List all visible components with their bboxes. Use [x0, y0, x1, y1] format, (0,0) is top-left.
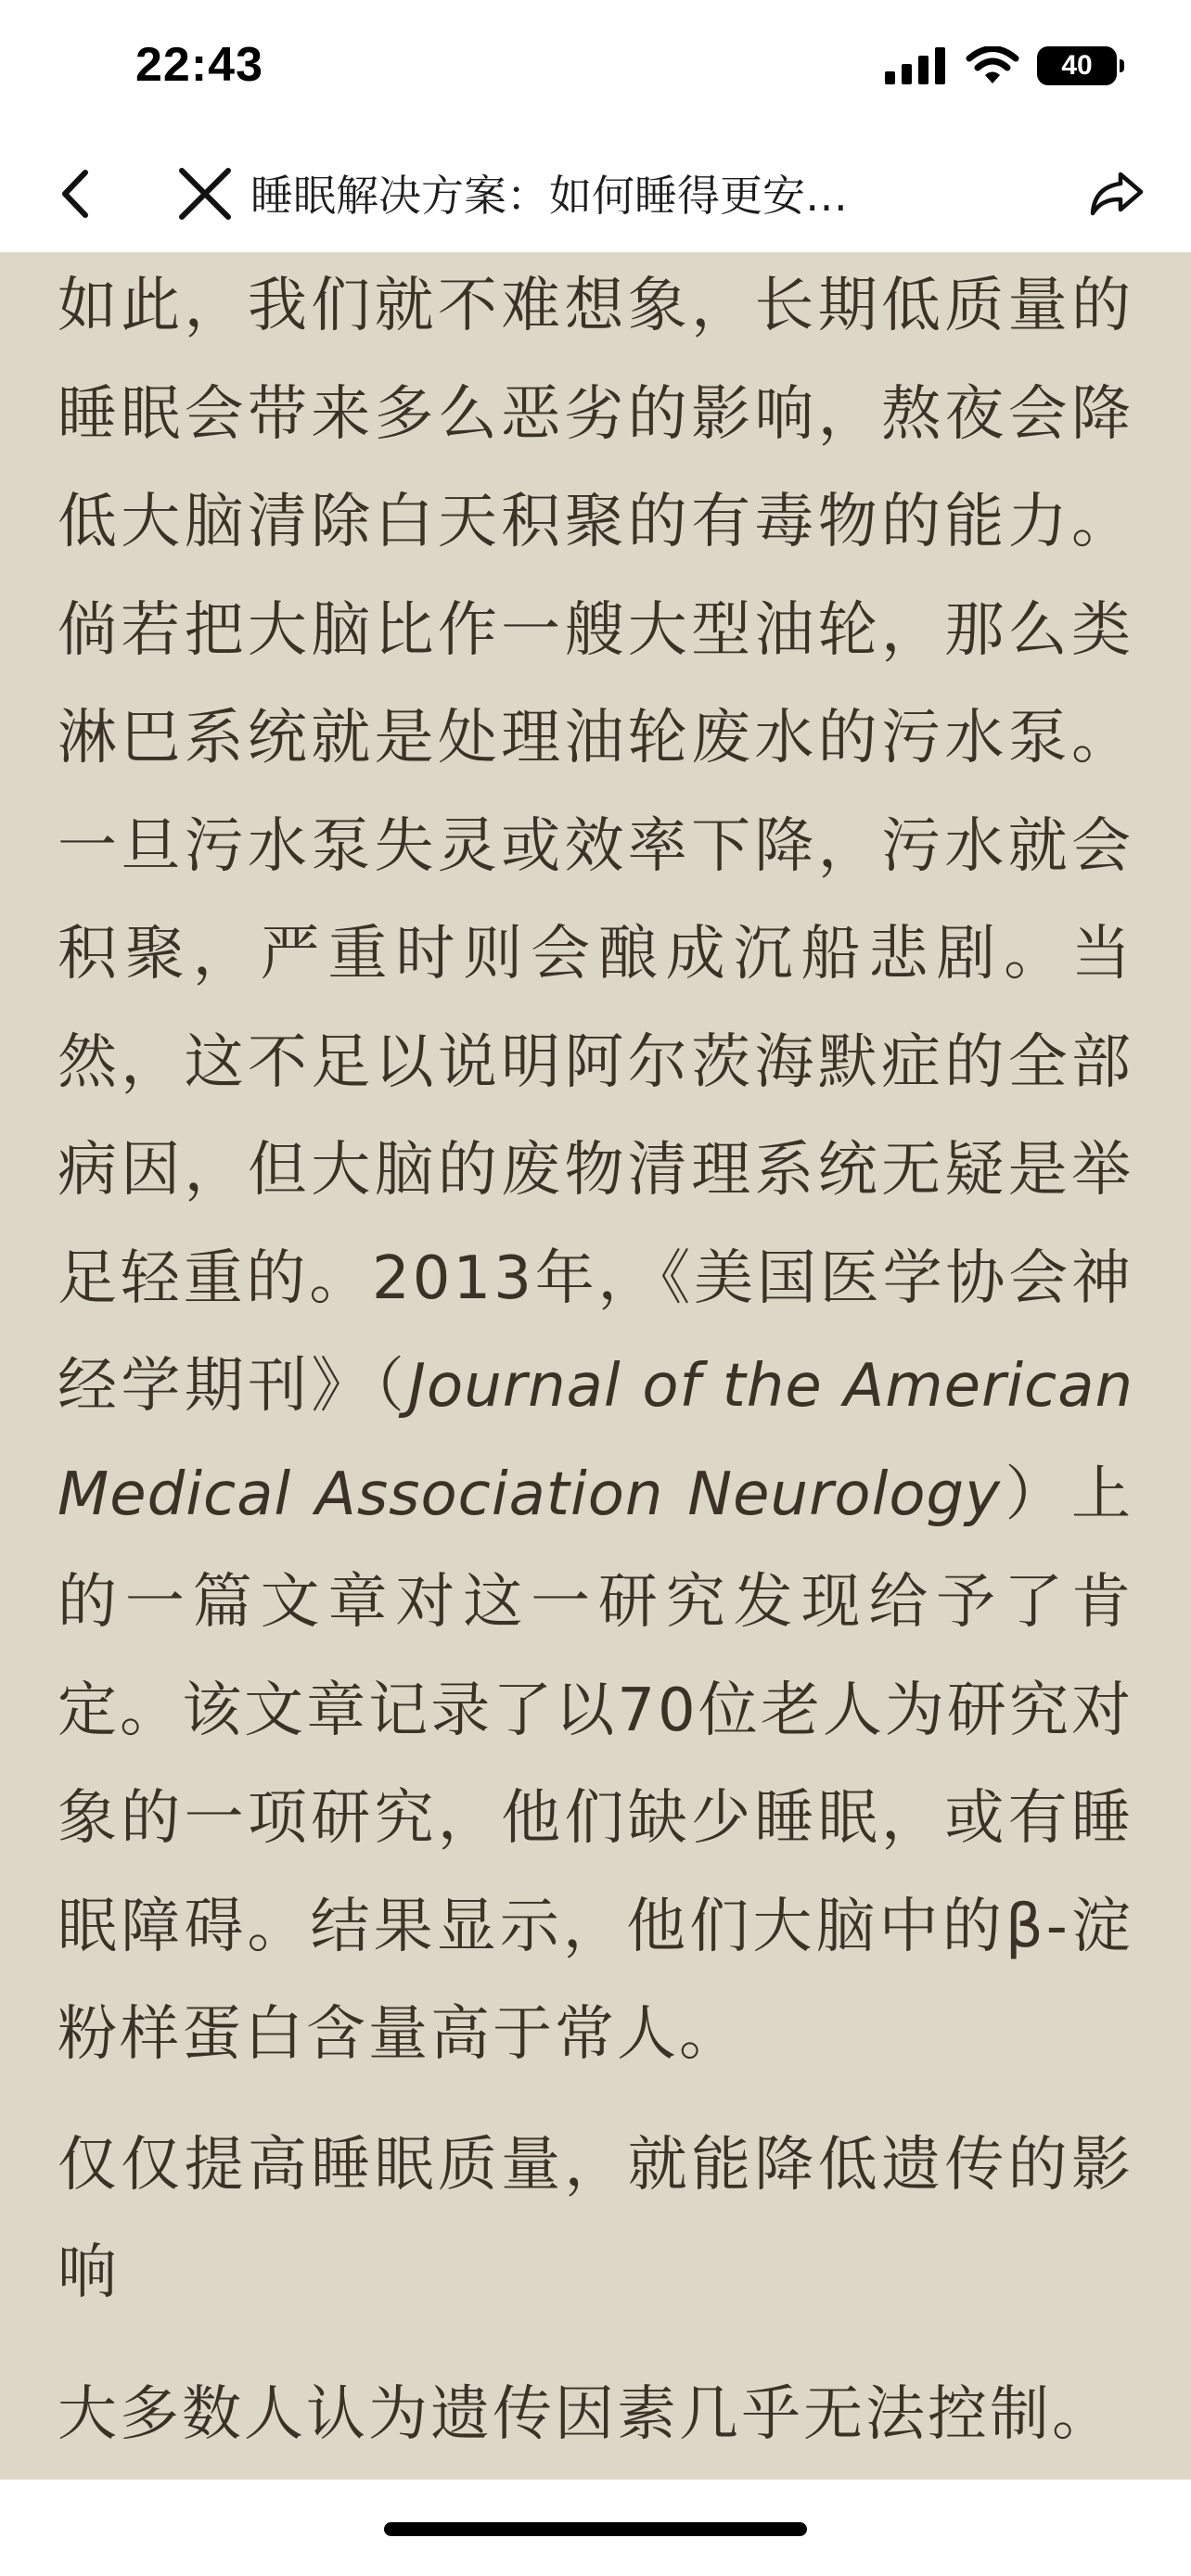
close-icon[interactable]: [173, 161, 237, 226]
article-content: [58, 252, 1133, 2468]
status-icons: [885, 46, 1117, 85]
battery-level: 40: [1061, 50, 1093, 81]
nav-title: 睡眠解决方案：如何睡得更安…: [250, 171, 848, 221]
status-time: 22:43: [135, 38, 263, 92]
cellular-signal-icon: [885, 47, 948, 84]
journal-name: Journal of the American Medical Association Neurology: [58, 1352, 1134, 1529]
section-heading: 仅仅提高睡眠质量，就能降低遗传的影响: [58, 2130, 1133, 2307]
status-bar: [0, 0, 1191, 139]
paragraph-lead-text: 如此，我们就不难想象，长期低质量的睡眠会带来多么恶劣的影响，熬夜会降低大脑清除白天积聚的有毒物的能力。倘若把大脑比作一艘大型油轮，那么类淋巴系统就是处理油轮废水的污水泵。一旦污水泵失灵或效率下降，污水就会积聚，严重时则会酿成沉船悲剧。当然，这不足以说明阿尔茨海默症的全部病因，但大脑的废物清理系统无疑是举足轻重的。2013年，《美国医学协会神经学期刊》（: [58, 272, 1133, 1421]
wifi-icon: [965, 46, 1020, 85]
home-area: [0, 2480, 1191, 2576]
share-icon[interactable]: [1083, 161, 1148, 226]
back-chevron-icon[interactable]: [46, 161, 111, 226]
home-indicator[interactable]: [384, 2522, 807, 2536]
paragraph-tail-text: ）上的一篇文章对这一研究发现给予了肯定。该文章记录了以70位老人为研究对象的一项研究，他们缺少睡眠，或有睡眠障碍。结果显示，他们大脑中的β-淀粉样蛋白含量高于常人。: [58, 1460, 1133, 2069]
article-paragraph: [58, 252, 1133, 2089]
nav-bar: [0, 139, 1191, 252]
battery-icon: [1037, 46, 1117, 85]
article-paragraph-partial: 大多数人认为遗传因素几乎无法控制。: [58, 2379, 1114, 2449]
reader-page[interactable]: [0, 252, 1191, 2480]
